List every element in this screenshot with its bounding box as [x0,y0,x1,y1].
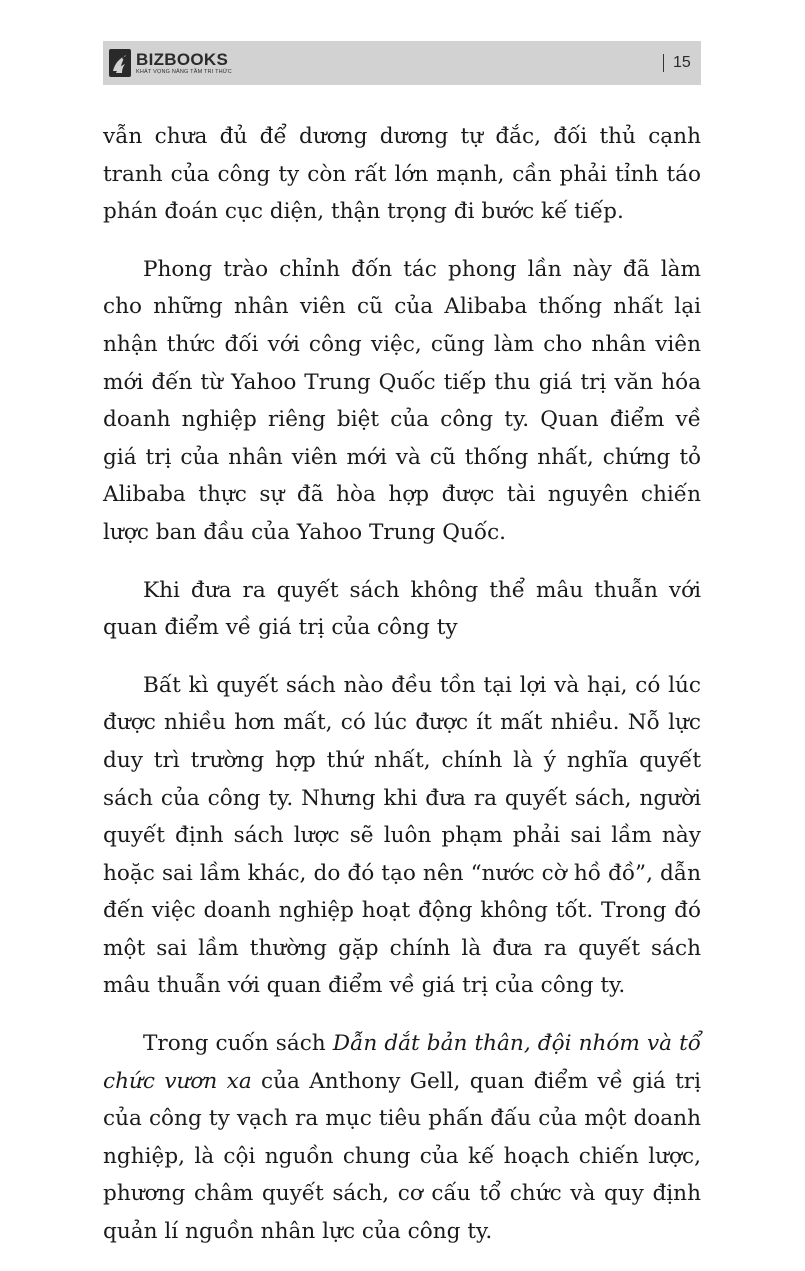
section-heading: Khi đưa ra quyết sách không thể mâu thuẫn với quan điểm về giá trị của công ty [103,577,701,641]
publisher-logo [109,46,232,80]
bizbooks-emblem-icon [109,49,131,77]
paragraph: vẫn chưa đủ để dương dương tự đắc, đối thủ cạnh tranh của công ty còn rất lớn mạnh, cần phải tỉnh táo phán đoán cục diện, thận trọng đi bước kế tiếp. [103,124,701,225]
paragraph: Phong trào chỉnh đốn tác phong lần này đã làm cho những nhân viên cũ của Alibaba thống nhất lại nhận thức đối với công việc, cũng làm cho nhân viên mới đến từ Yahoo Trung Quốc tiếp thu giá trị văn hóa doanh nghiệp riêng biệt của công ty. Quan điểm về giá trị của nhân viên mới và cũ thống nhất, chứng tỏ Alibaba thực sự đã hòa hợp được tài nguyên chiến lược ban đầu của Yahoo Trung Quốc. [103,256,701,545]
book-title: Dẫn dắt bản thân, đội nhóm và tổ chức vươn xa [103,1031,701,1094]
logo-tagline: KHÁT VỌNG NÂNG TẦM TRI THỨC [136,68,232,75]
logo-name: BIZBOOKS [136,49,229,69]
running-header [103,41,701,85]
page-number: 15 [673,54,691,71]
paragraph: Bất kì quyết sách nào đều tồn tại lợi và hại, có lúc được nhiều hơn mất, có lúc được ít mất nhiều. Nỗ lực duy trì trường hợp thứ nhất, chính là ý nghĩa quyết sách của công ty. Nhưng khi đưa ra quyết sách, người quyết định sách lược sẽ luôn phạm phải sai lầm này hoặc sai lầm khác, do đó tạo nên “nước cờ hồ đồ”, dẫn đến việc doanh nghiệp hoạt động không tốt. Trong đó một sai lầm thường gặp chính là đưa ra quyết sách mâu thuẫn với quan điểm về giá trị của công ty. [103,672,701,999]
text-segment: của Anthony Gell, quan điểm về giá trị của công ty vạch ra mục tiêu phấn đấu của một doanh nghiệp, là cội nguồn chung của kế hoạch chiến lược, phương châm quyết sách, cơ cấu tổ chức và quy định quản lí nguồn nhân lực của công ty. [103,1068,701,1245]
paragraph [103,1025,701,1251]
text-segment: Trong cuốn sách [143,1031,333,1057]
body-text [103,118,701,1271]
page-number-divider [663,54,664,72]
